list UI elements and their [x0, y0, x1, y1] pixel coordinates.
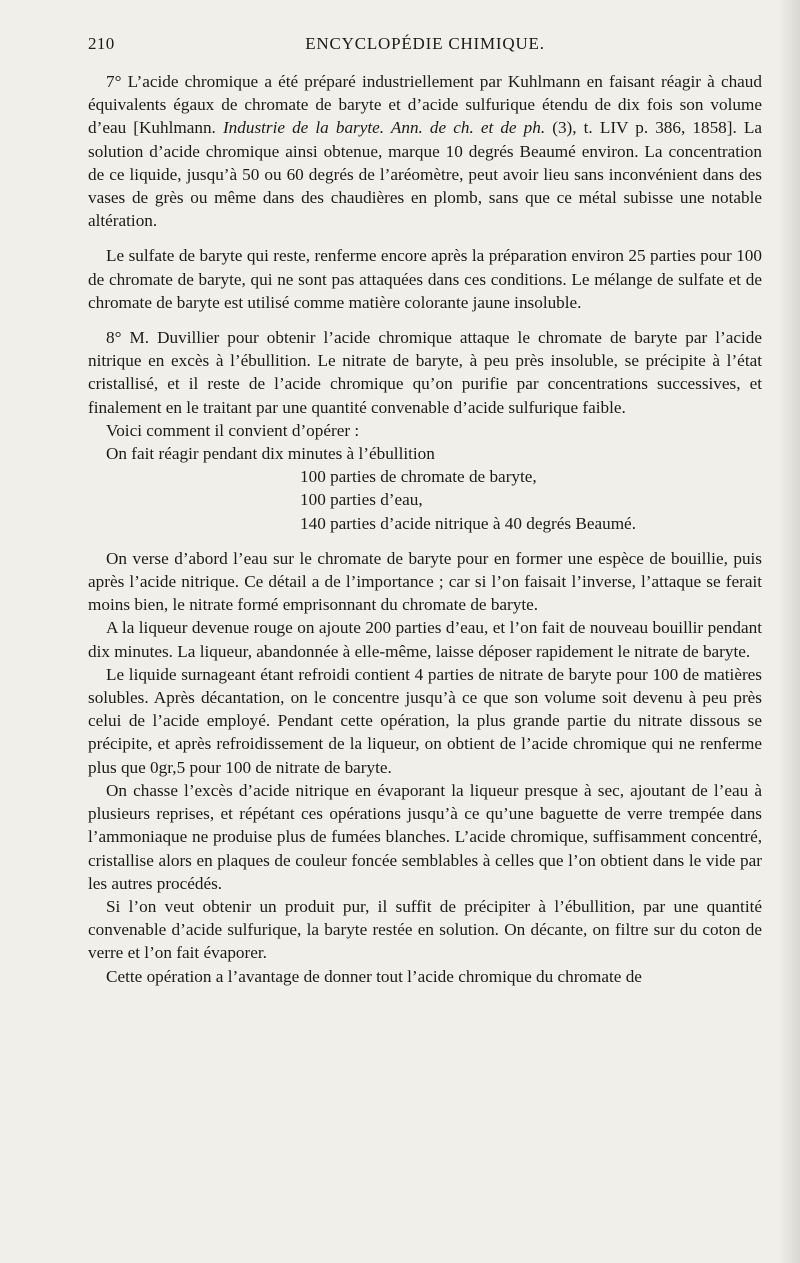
paragraph-supernatant: Le liquide surnageant étant refroidi contient 4 parties de nitrate de baryte pour 100 de matières solubles. Après décantation, on le concentre jusqu’à ce que son volume soit devenu à peu près celui de l’acide employé. Pendant cette opération, la plus grande partie du nitrate dissous se précipite, et après refroidissement de la liqueur, on obtient de l’acide chromique qui ne renferme plus que 0gr,5 pour 100 de nitrate de baryte. [88, 664, 762, 777]
paragraph-text: (3), t. LIV p. 386, 1858]. La solution d’acide chromique ainsi obtenue, marque 10 degrés Beaumé environ. La concentration de ce liquide, jusqu’à 50 ou 60 degrés de l’aréomètre, peut avoir lieu sans inconvénient dans des vases de grès ou même dans des chaudières en plomb, sans que ce métal subisse une notable altération. [88, 118, 762, 231]
paragraph-evaporation: On chasse l’excès d’acide nitrique en évaporant la liqueur presque à sec, ajoutant de l’eau à plusieurs reprises, et répétant ces opérations jusqu’à ce qu’une baguette de verre trempée dans l’ammoniaque ne produise plus de fumées blanches. L’acide chromique, suffisamment concentré, cristallise alors en plaques de couleur foncée semblables à celles que l’on obtient dans le vide par les autres procédés. [88, 780, 762, 893]
recipe-item: 100 parties de chromate de baryte, [300, 467, 537, 487]
paragraph-gap [88, 232, 762, 244]
page-number: 210 [88, 34, 115, 53]
paragraph-advantage: Cette opération a l’avantage de donner tout l’acide chromique du chromate de [106, 966, 642, 986]
paragraph-pure-product: Si l’on veut obtenir un produit pur, il suffit de précipiter à l’ébullition, par une quantité convenable d’acide sulfurique, la baryte restée en solution. On décante, on filtre sur du coton de verre et l’on fait évaporer. [88, 896, 762, 963]
paragraph-gap [88, 314, 762, 326]
page-body [88, 70, 762, 988]
paragraph-duvillier: 8° M. Duvillier pour obtenir l’acide chromique attaque le chromate de baryte par l’acide nitrique en excès à l’ébullition. Le nitrate de baryte, à peu près insoluble, se précipite à l’état cristallisé, et il reste de l’acide chromique qu’on purifie par concentrations successives, et finalement en le traitant par une quantité convenable d’acide sulfurique faible. [88, 328, 762, 417]
paragraph-red-liquor: A la liqueur devenue rouge on ajoute 200 parties d’eau, et l’on fait de nouveau bouillir pendant dix minutes. La liqueur, abandonnée à elle-même, laisse déposer rapidement le nitrate de baryte. [88, 618, 762, 661]
paragraph-text: 7° L’acide chromique a été préparé industriellement par Kuhlmann en faisant réagir à chaud équivalents égaux de chromate de baryte et d’acide sulfurique étendu de dix fois son volume d’eau [Kuhlmann. [88, 72, 762, 138]
page-header [88, 34, 762, 70]
page-edge-shadow [778, 0, 800, 1263]
citation-title: Industrie de la baryte. Ann. de ch. et de ph. [222, 118, 546, 138]
paragraph-water-first: On verse d’abord l’eau sur le chromate de baryte pour en former une espèce de bouillie, puis après l’acide nitrique. Ce détail a de l’importance ; car si l’on faisait l’inverse, l’attaque se ferait moins bien, le nitrate formé emprisonnant du chromate de baryte. [88, 548, 762, 615]
running-title: ENCYCLOPÉDIE CHIMIQUE. [305, 34, 545, 53]
paragraph-gap [88, 535, 762, 547]
recipe-item: 140 parties d’acide nitrique à 40 degrés Beaumé. [300, 513, 636, 533]
paragraph-sulfate: Le sulfate de baryte qui reste, renferme encore après la préparation environ 25 parties pour 100 de chromate de baryte, qui ne sont pas attaquées dans ces conditions. Le mélange de sulfate et de chromate de baryte est utilisé comme matière colorante jaune insoluble. [88, 246, 762, 312]
paragraph-procedure-intro: Voici comment il convient d’opérer : [106, 420, 360, 440]
recipe-item: 100 parties d’eau, [300, 490, 423, 510]
recipe-list [88, 465, 762, 535]
paragraph-reaction: On fait réagir pendant dix minutes à l’ébullition [106, 444, 435, 464]
paragraph-kuhlmann [88, 70, 762, 232]
